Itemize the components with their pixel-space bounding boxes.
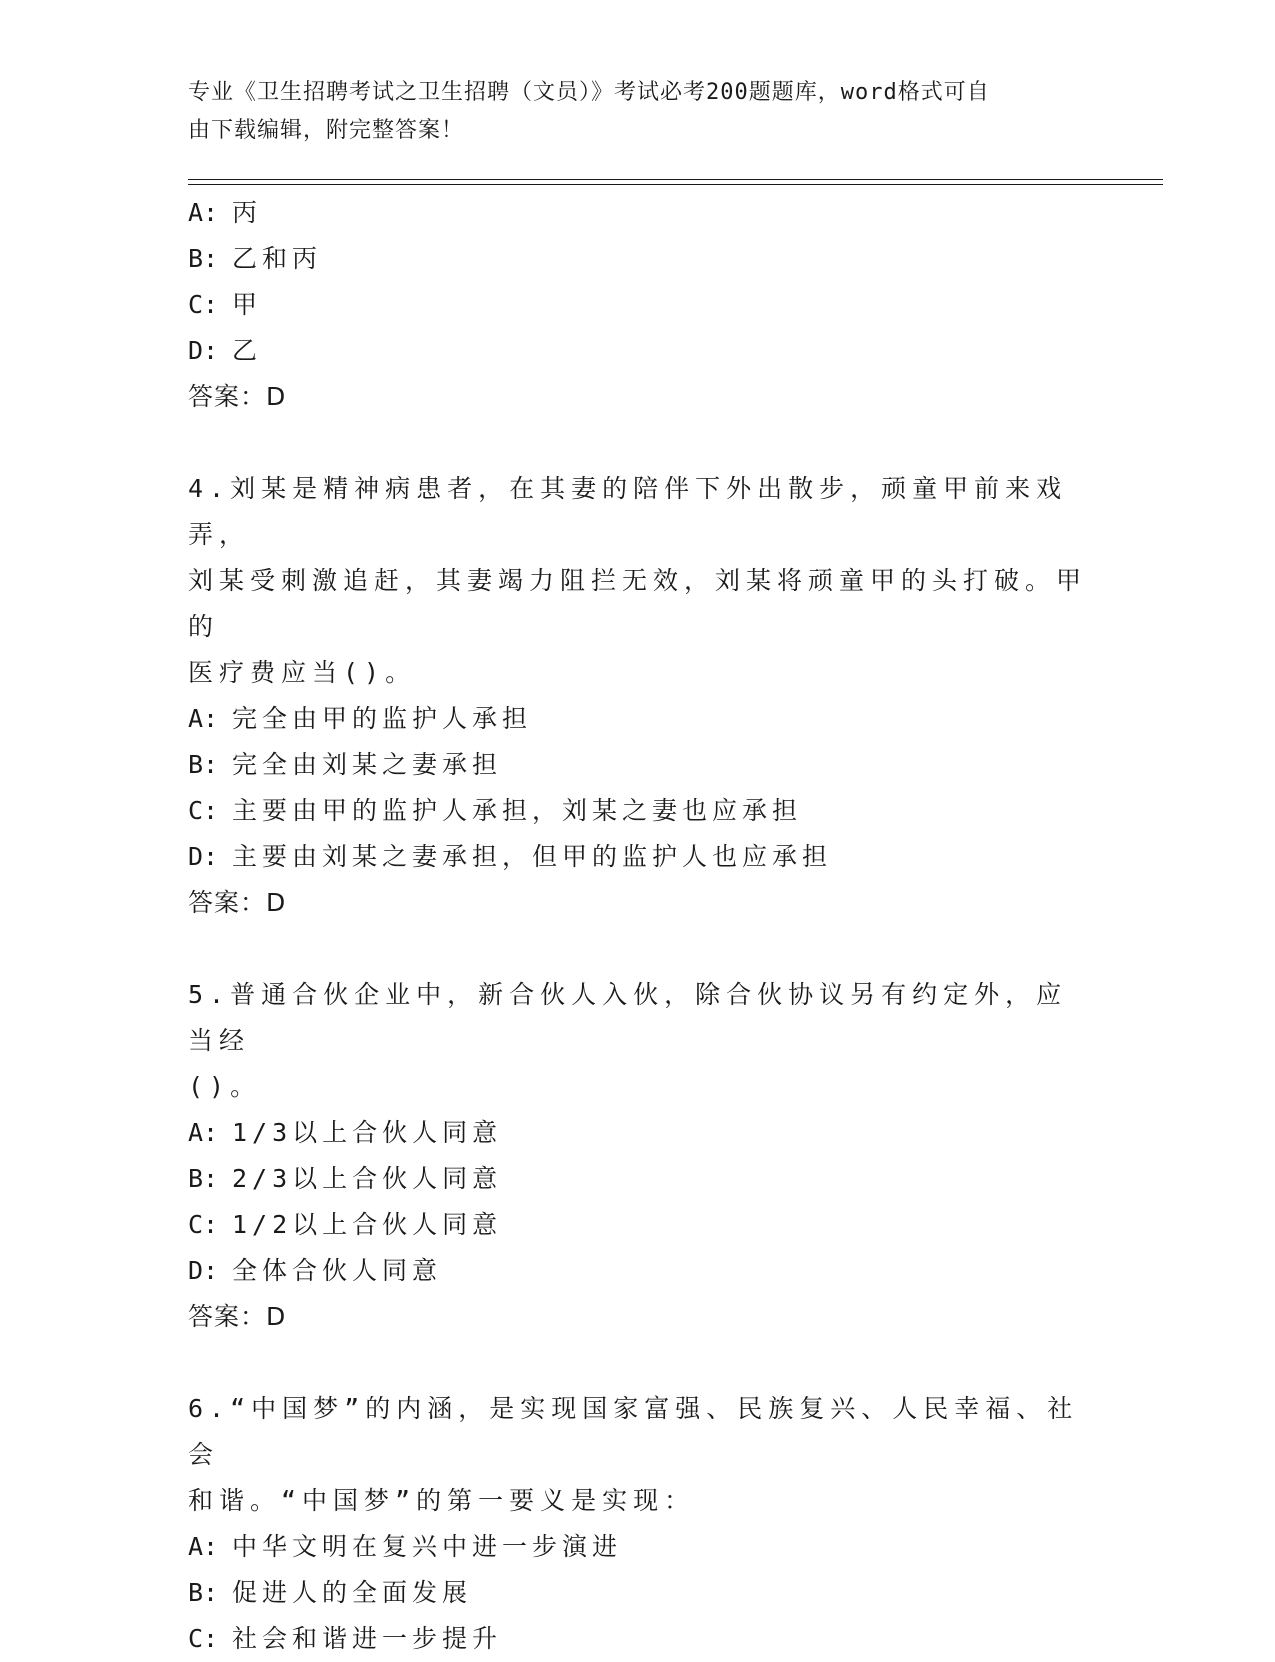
question-stem-line: 4.刘某是精神病患者，在其妻的陪伴下外出散步，顽童甲前来戏弄， <box>188 474 1068 549</box>
option-c: C: 1/2以上合伙人同意 <box>188 1210 503 1239</box>
option-d: D: 主要由刘某之妻承担，但甲的监护人也应承担 <box>188 842 833 871</box>
header-line-1: 专业《卫生招聘考试之卫生招聘（文员）》考试必考200题题库，word格式可自 <box>188 80 990 105</box>
option-c: C: 社会和谐进一步提升 <box>188 1624 503 1653</box>
option-d: D: 全体合伙人同意 <box>188 1256 443 1285</box>
question-6 <box>188 1386 1088 1662</box>
document-header <box>188 74 1078 150</box>
answer-line: 答案：D <box>188 888 287 917</box>
option-a: A: 完全由甲的监护人承担 <box>188 704 533 733</box>
question-5 <box>188 972 1088 1340</box>
option-b: B: 完全由刘某之妻承担 <box>188 750 503 779</box>
question-stem-line: 医疗费应当()。 <box>188 658 417 687</box>
spacer <box>188 926 1088 972</box>
question-4 <box>188 466 1088 926</box>
question-stem-line: 6.“中国梦”的内涵，是实现国家富强、民族复兴、人民幸福、社会 <box>188 1394 1079 1469</box>
header-line-2: 由下载编辑，附完整答案！ <box>188 118 465 143</box>
question-stem-line: 和谐。“中国梦”的第一要义是实现： <box>188 1486 696 1515</box>
spacer <box>188 1340 1088 1386</box>
option-b: B: 促进人的全面发展 <box>188 1578 473 1607</box>
answer-line: 答案：D <box>188 1302 287 1331</box>
question-stem-line: 刘某受刺激追赶，其妻竭力阻拦无效，刘某将顽童甲的头打破。甲的 <box>188 566 1088 641</box>
header-rule-bottom <box>188 184 1163 185</box>
option-b: B: 乙和丙 <box>188 244 323 273</box>
option-a: A: 1/3以上合伙人同意 <box>188 1118 503 1147</box>
answer-line: 答案：D <box>188 382 287 411</box>
question-3 <box>188 190 1088 420</box>
question-list <box>188 190 1088 1662</box>
option-d: D: 乙 <box>188 336 263 365</box>
spacer <box>188 420 1088 466</box>
question-stem-line: ()。 <box>188 1072 262 1101</box>
header-rule-top <box>188 179 1163 180</box>
option-b: B: 2/3以上合伙人同意 <box>188 1164 503 1193</box>
option-a: A: 丙 <box>188 198 263 227</box>
option-a: A: 中华文明在复兴中进一步演进 <box>188 1532 623 1561</box>
option-c: C: 甲 <box>188 290 263 319</box>
option-c: C: 主要由甲的监护人承担，刘某之妻也应承担 <box>188 796 803 825</box>
question-stem-line: 5.普通合伙企业中，新合伙人入伙，除合伙协议另有约定外，应当经 <box>188 980 1068 1055</box>
